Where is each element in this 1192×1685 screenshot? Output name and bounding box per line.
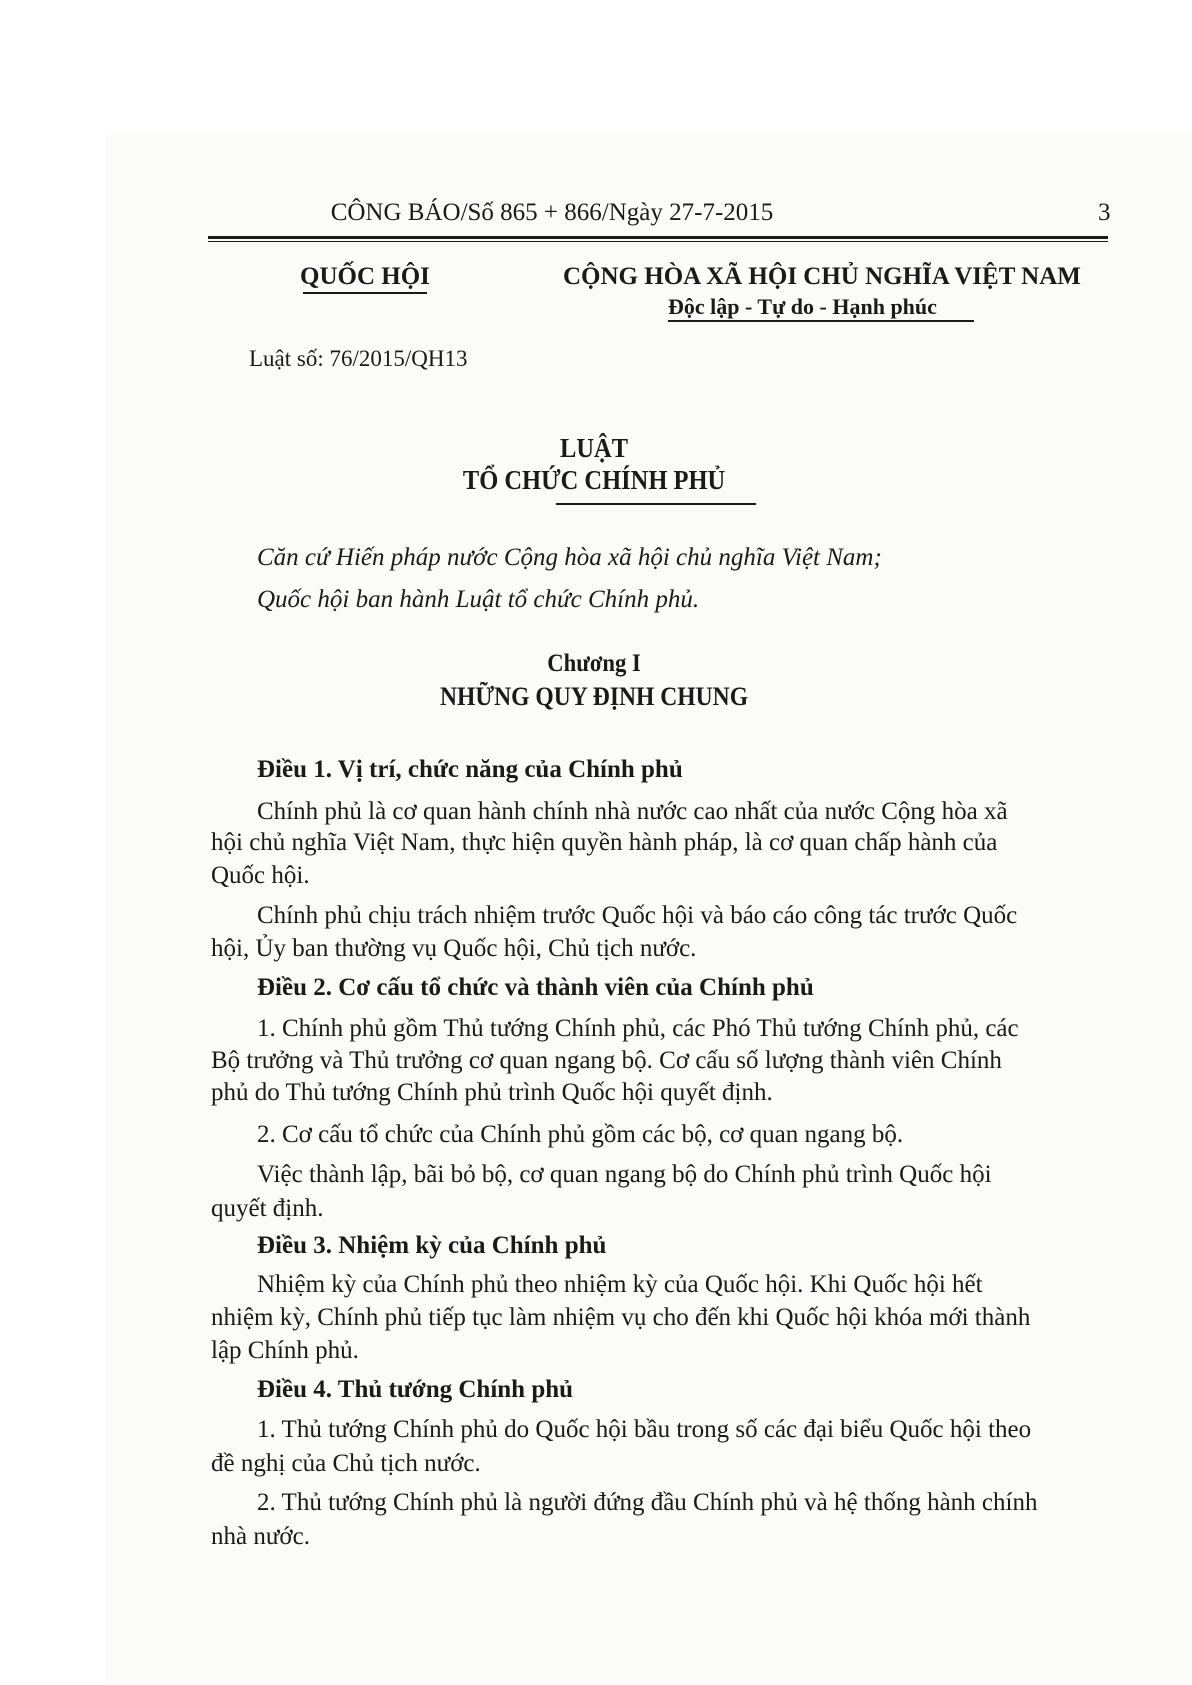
chapter-number: Chương I [547,650,641,677]
running-header: CÔNG BÁO/Số 865 + 866/Ngày 27-7-2015 [330,199,774,226]
title-underline [556,503,756,505]
article-3-heading: Điều 3. Nhiệm kỳ của Chính phủ [257,1232,607,1259]
motto-underline [668,320,974,322]
country-name: CỘNG HÒA XÃ HỘI CHỦ NGHĨA VIỆT NAM [563,263,1081,290]
body-line: 2. Thủ tướng Chính phủ là người đứng đầu Chính phủ và hệ thống hành chính [257,1489,1038,1516]
body-line: Bộ trưởng và Thủ trưởng cơ quan ngang bộ. Cơ cấu số lượng thành viên Chính [211,1047,1002,1074]
issuer-underline [303,292,427,294]
body-line: 2. Cơ cấu tổ chức của Chính phủ gồm các bộ, cơ quan ngang bộ. [257,1121,904,1148]
body-line: 1. Thủ tướng Chính phủ do Quốc hội bầu trong số các đại biểu Quốc hội theo [257,1416,1032,1443]
page-number: 3 [1098,199,1111,226]
body-line: Quốc hội. [211,862,310,889]
body-line: hội, Ủy ban thường vụ Quốc hội, Chủ tịch nước. [211,935,697,962]
preamble-line: Căn cứ Hiến pháp nước Cộng hòa xã hội chủ nghĩa Việt Nam; [257,544,882,571]
body-line: nhà nước. [211,1523,310,1550]
body-line: Chính phủ là cơ quan hành chính nhà nước cao nhất của nước Cộng hòa xã [257,798,1008,825]
body-line: quyết định. [211,1195,324,1222]
chapter-title: NHỮNG QUY ĐỊNH CHUNG [439,682,749,711]
body-line: phủ do Thủ tướng Chính phủ trình Quốc hội quyết định. [211,1079,773,1106]
national-motto: Độc lập - Tự do - Hạnh phúc [668,294,937,319]
article-4-heading: Điều 4. Thủ tướng Chính phủ [257,1376,574,1403]
document-title: TỔ CHỨC CHÍNH PHỦ [462,465,726,495]
law-number: Luật số: 76/2015/QH13 [249,346,468,371]
body-line: Chính phủ chịu trách nhiệm trước Quốc hội và báo cáo công tác trước Quốc [257,902,1018,929]
body-line: Nhiệm kỳ của Chính phủ theo nhiệm kỳ của Quốc hội. Khi Quốc hội hết [257,1271,983,1298]
article-1-heading: Điều 1. Vị trí, chức năng của Chính phủ [257,756,683,783]
body-line: nhiệm kỳ, Chính phủ tiếp tục làm nhiệm vụ cho đến khi Quốc hội khóa mới thành [211,1304,1031,1331]
body-line: Việc thành lập, bãi bỏ bộ, cơ quan ngang bộ do Chính phủ trình Quốc hội [257,1161,992,1188]
document-type: LUẬT [559,433,629,463]
preamble-line: Quốc hội ban hành Luật tổ chức Chính phủ. [257,586,700,613]
header-rule-thick [208,236,1108,239]
body-line: lập Chính phủ. [211,1337,359,1364]
body-line: đề nghị của Chủ tịch nước. [211,1450,481,1477]
body-line: hội chủ nghĩa Việt Nam, thực hiện quyền hành pháp, là cơ quan chấp hành của [211,829,998,856]
body-line: 1. Chính phủ gồm Thủ tướng Chính phủ, các Phó Thủ tướng Chính phủ, các [257,1015,1019,1042]
header-rule-thin [208,241,1108,242]
article-2-heading: Điều 2. Cơ cấu tổ chức và thành viên của Chính phủ [257,974,814,1001]
issuer-name: QUỐC HỘI [300,263,430,290]
